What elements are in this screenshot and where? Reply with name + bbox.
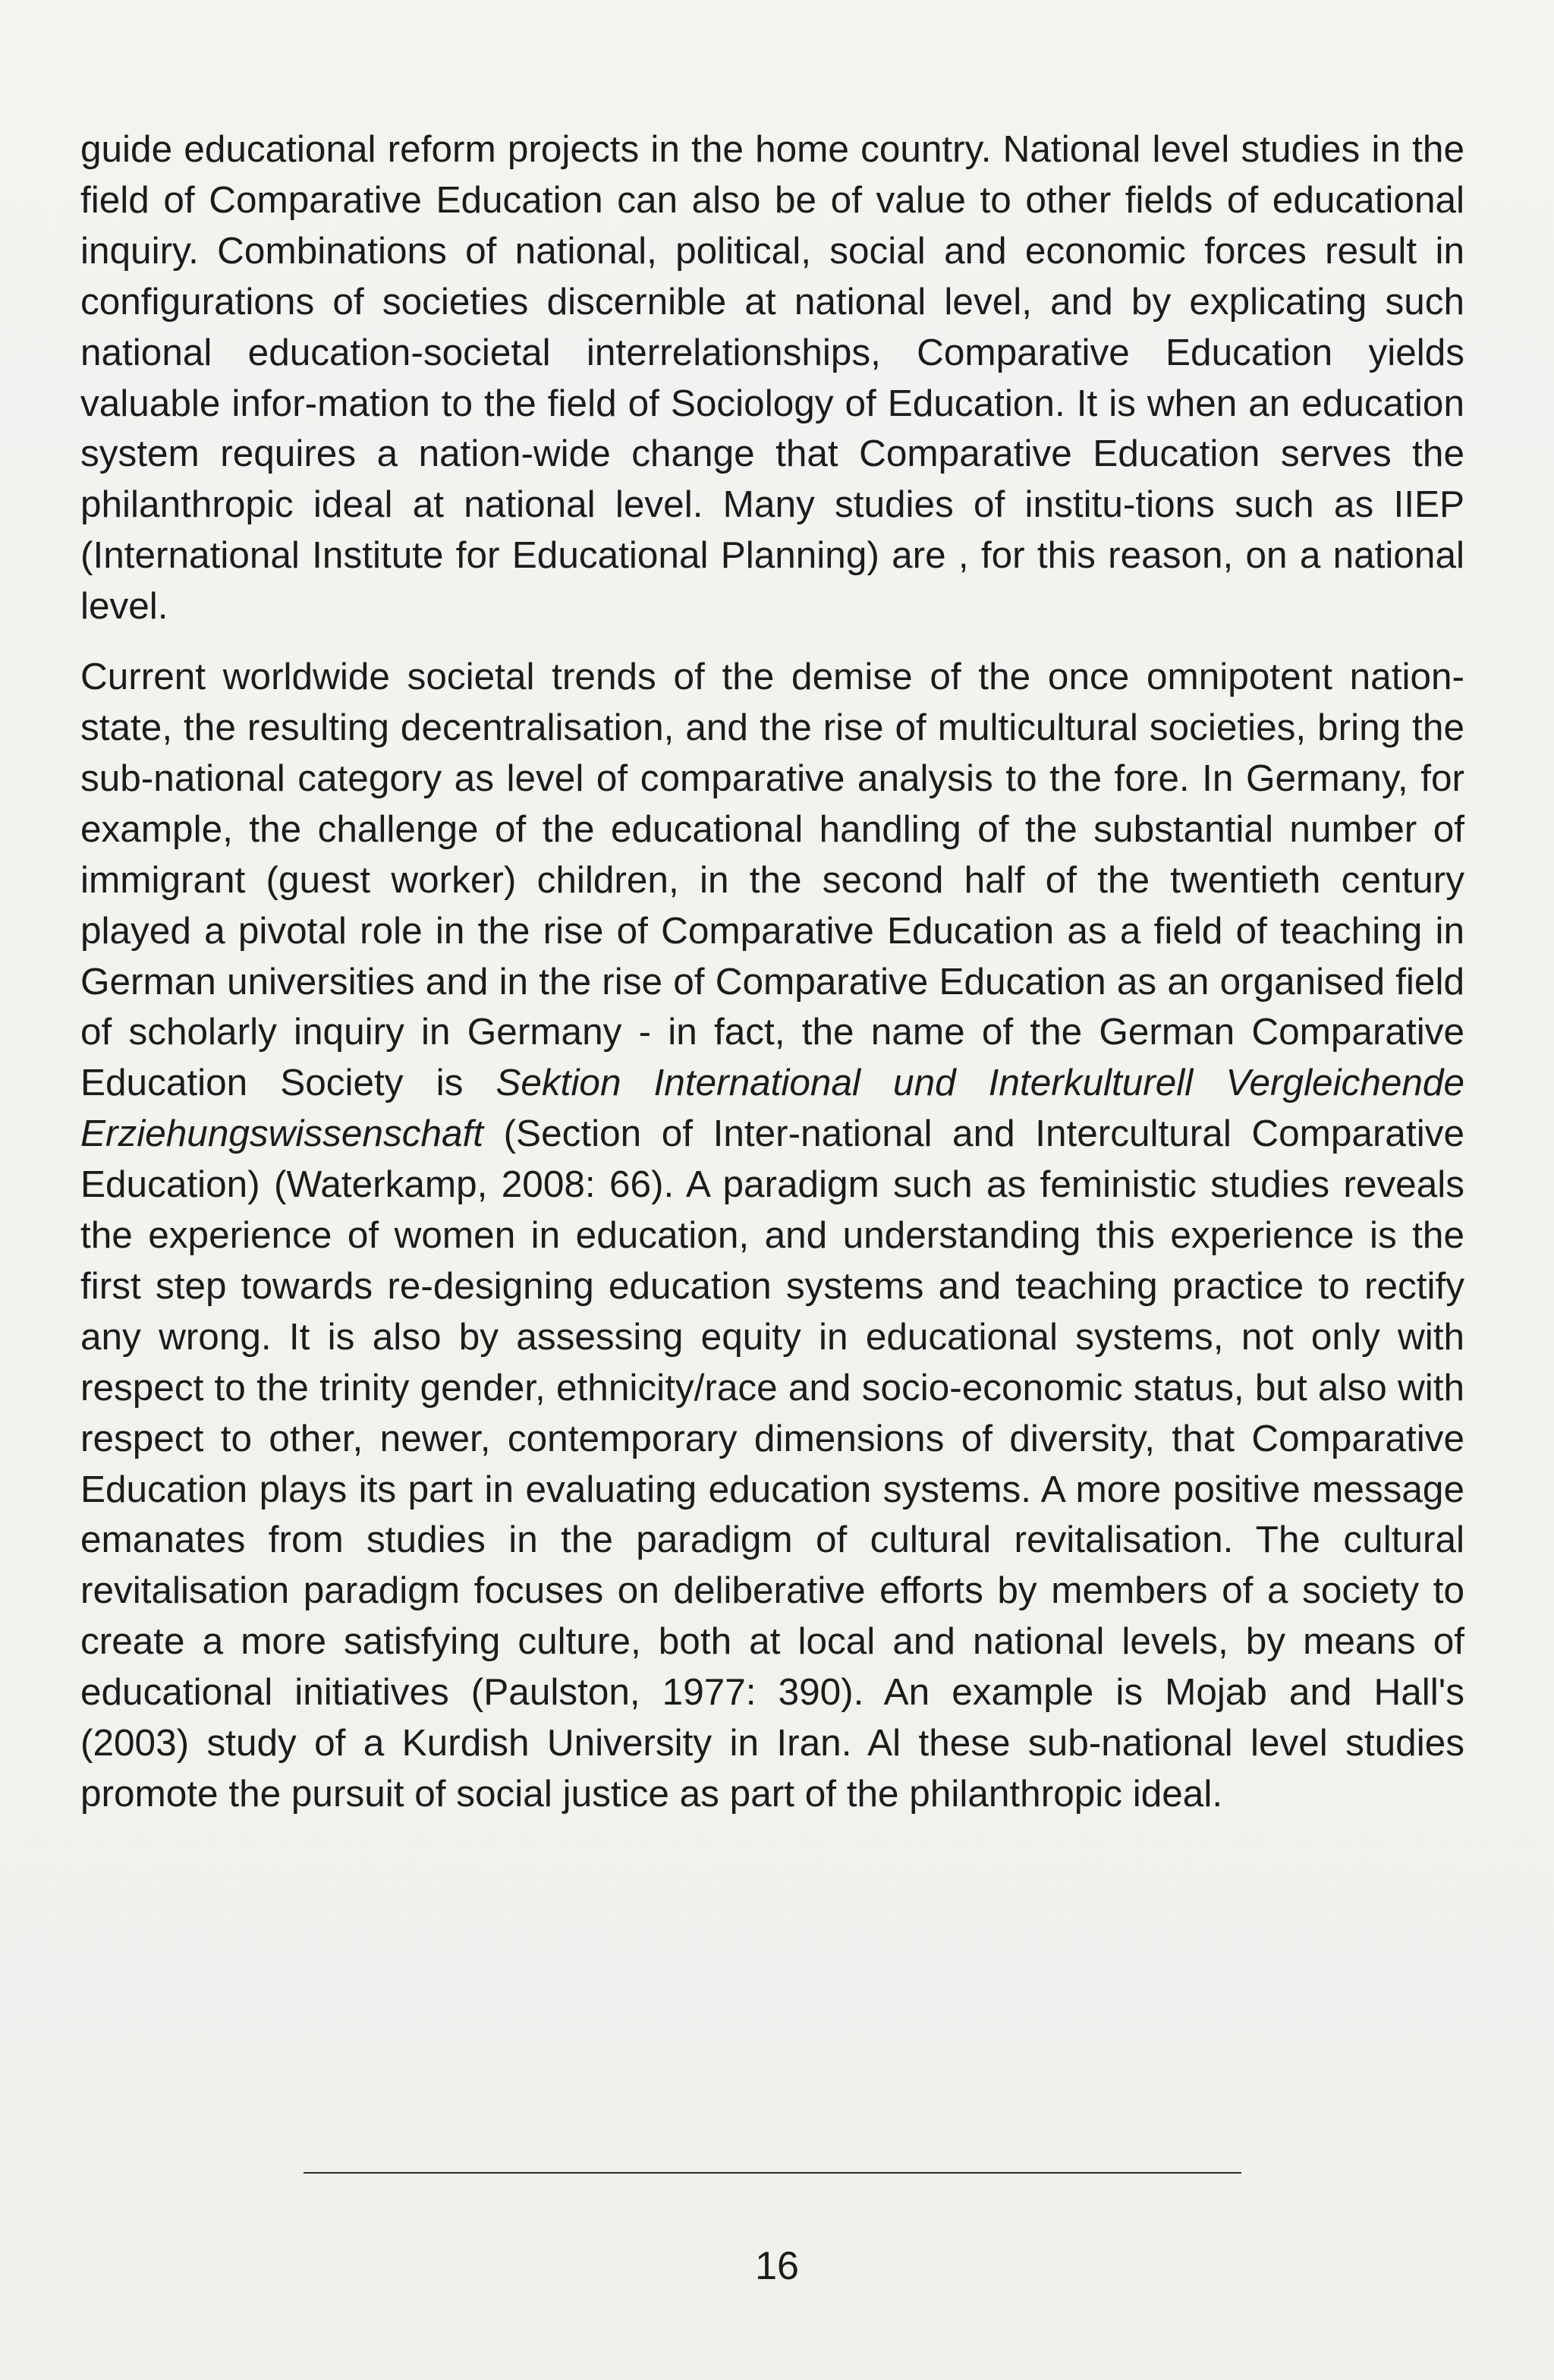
page-number: 16	[755, 2244, 799, 2288]
paragraph-1-text: guide educational reform projects in the home country. National level studies in the field of Comparative Education can also be of value to other fields of educational inquiry. Combinations of national, political, social and economic forces result in configurations of societies discernible at national level, and by explicating such national education-societal interrelationships, Comparative Education yields valuable infor-mation to the field of Sociology of Education. It is when an education system requires a nation-wide change that Comparative Education serves the philanthropic ideal at national level. Many studies of institu-tions such as IIEP (International Institute for Educational Planning) are , for this reason, on a national level.	[80, 128, 1464, 628]
paragraph-2-text-a: Current worldwide societal trends of the demise of the once omnipotent nation-state, the resulting decentralisation, and the rise of multicultural societies, bring the sub-national category as level of comparative analysis to the fore. In Germany, for example, the challenge of the educational handling of the substantial number of immigrant (guest worker) children, in the second half of the twentieth century played a pivotal role in the rise of Comparative Education as a field of teaching in German universities and in the rise of Comparative Education as an organised field of scholarly inquiry in Germany - in fact, the name of the German Comparative Education Society is	[80, 656, 1464, 1104]
paragraph-2-text-b: (Section of Inter-national and Intercultural Comparative Education) (Waterkamp, 2008: 66). A paradigm such as feministic studies reveals the experience of women in education, and understanding this experience is the first step towards re-designing education systems and teaching practice to rectify any wrong. It is also by assessing equity in educational systems, not only with respect to the trinity gender, ethnicity/race and socio-economic status, but also with respect to other, newer, contemporary dimensions of diversity, that Comparative Education plays its part in evaluating education systems. A more positive message emanates from studies in the paradigm of cultural revitalisation. The cultural revitalisation paradigm focuses on deliberative efforts by members of a society to create a more satisfying culture, both at local and national levels, by means of educational initiatives (Paulston, 1977: 390). An example is Mojab and Hall's (2003) study of a Kurdish University in Iran. Al these sub-national level studies promote the pursuit of social justice as part of the philanthropic ideal.	[80, 1113, 1464, 1815]
paragraph-2-italic-society-name: Sektion International und Interkulturell Vergleichende Erziehungswissenschaft	[80, 1062, 1464, 1155]
body-text	[80, 124, 1464, 1820]
paragraph-1	[80, 124, 1464, 632]
footer-divider	[304, 2172, 1241, 2174]
paragraph-2	[80, 652, 1464, 1820]
